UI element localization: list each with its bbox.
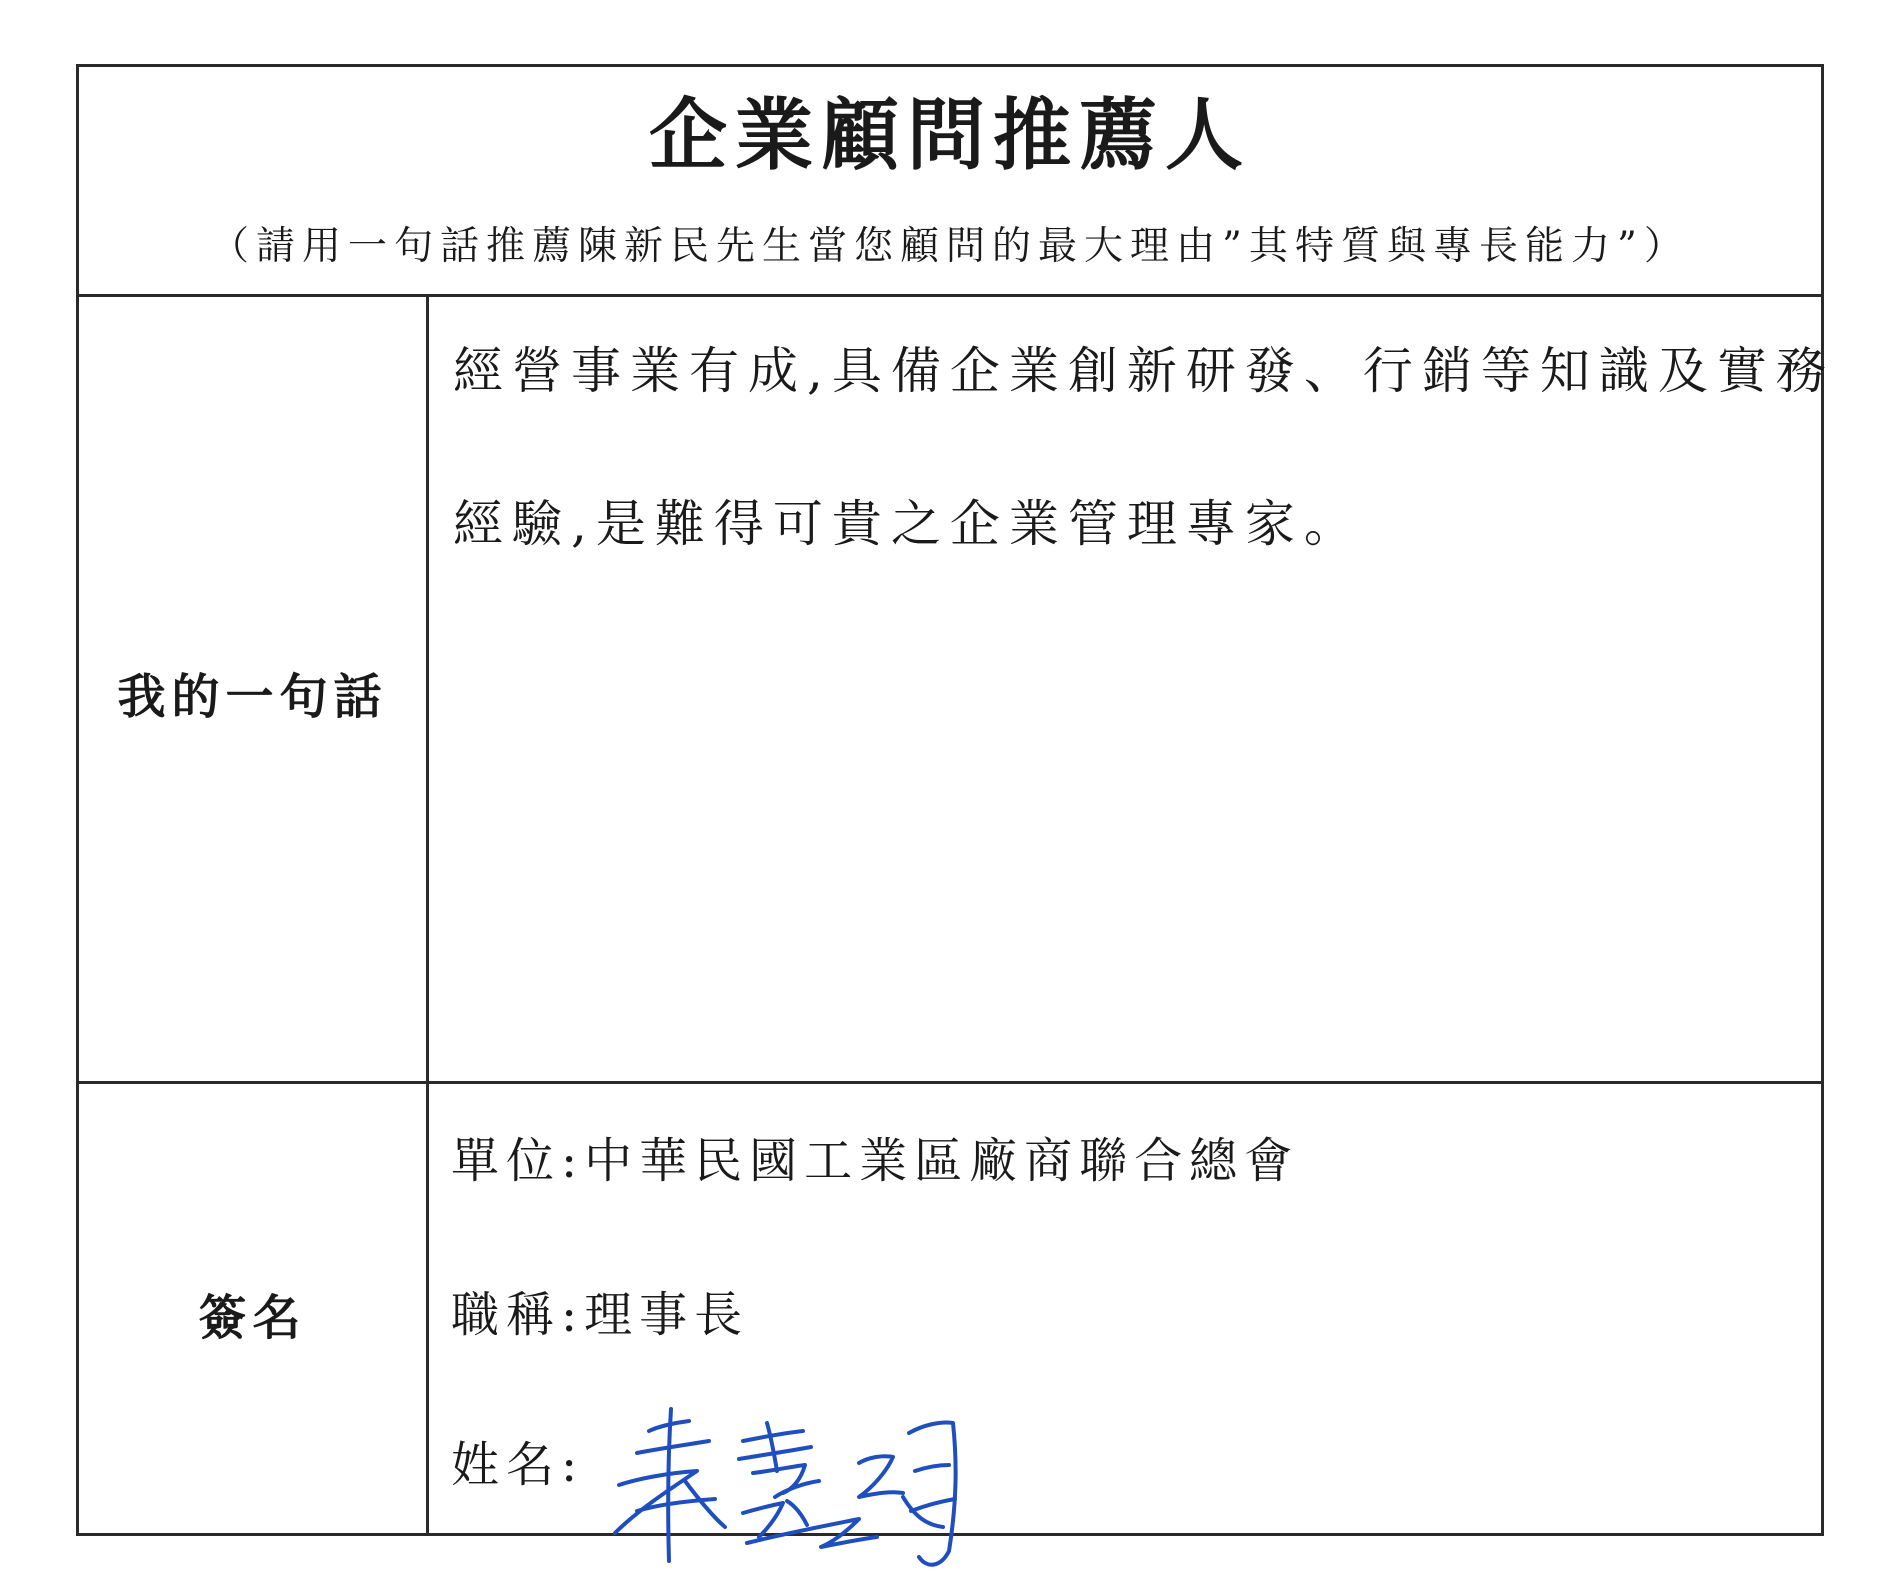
- recommendation-form: [76, 64, 1835, 1536]
- recommendation-line-1: 經營事業有成,具備企業創新研發、行銷等知識及實務: [453, 342, 1835, 400]
- recommendation-line-2: 經驗,是難得可貴之企業管理專家。: [453, 495, 1363, 553]
- signature-content-cell: [429, 1081, 1821, 1536]
- signature-row: [79, 1081, 1821, 1536]
- handwritten-signature: [597, 1401, 1037, 1571]
- recommendation-label: 我的一句話: [117, 669, 388, 725]
- job-title-line: 職稱:理事長: [451, 1287, 750, 1343]
- unit-line: 單位:中華民國工業區廠商聯合總會: [451, 1133, 1300, 1189]
- signature-label: 簽名: [198, 1290, 307, 1346]
- form-header: [79, 67, 1821, 297]
- name-label: 姓名:: [451, 1437, 585, 1493]
- recommendation-row: [79, 294, 1835, 1084]
- form-subtitle: （請用一句話推薦陳新民先生當您顧問的最大理由”其特質與專長能力”）: [210, 224, 1690, 269]
- form-title: 企業顧問推薦人: [648, 91, 1251, 181]
- recommendation-label-cell: [79, 294, 429, 1081]
- recommendation-content-cell: [429, 294, 1835, 1081]
- signature-label-cell: [79, 1081, 429, 1536]
